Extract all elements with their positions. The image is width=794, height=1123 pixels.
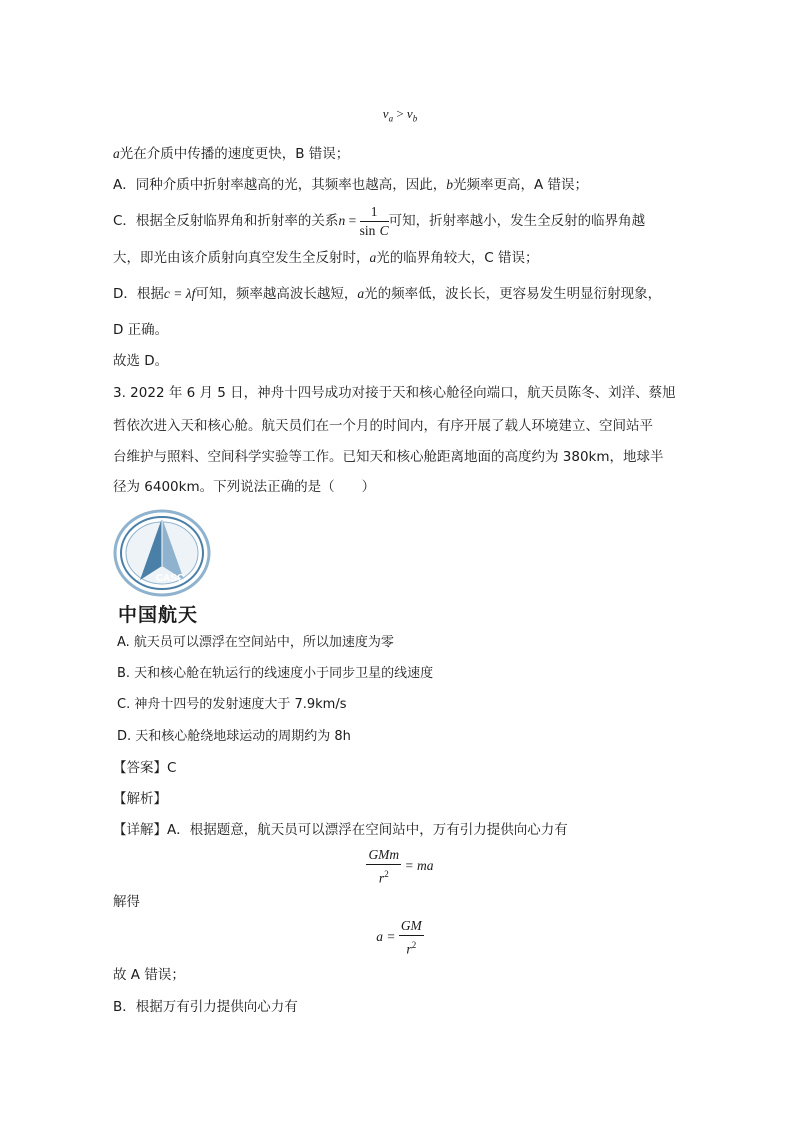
- casc-badge-text: CASC: [155, 573, 185, 584]
- text-line: a光在介质中传播的速度更快，B 错误；: [113, 146, 350, 162]
- text-line: C．根据全反射临界角和折射率的关系n = $\frac{1}{\text{sin C}}$ 可知，折射率越小，发生全反射的临界角越: [113, 203, 646, 238]
- text-line: B．根据万有引力提供向心力有: [113, 999, 298, 1015]
- question-3-line: 台维护与照料、空间科学实验等工作。已知天和核心舱距离地面的高度约为 380km，地球半: [113, 449, 664, 465]
- formula-va-gt-vb: $v_a > v_b$: [382, 106, 418, 124]
- text-line: 大，即光由该介质射向真空发生全反射时，a光的临界角较大，C 错误；: [113, 250, 539, 266]
- logo-caption: 中国航天: [118, 604, 199, 626]
- question-3-line: 径为 6400km。下列说法正确的是（ ）: [113, 479, 376, 495]
- question-3-line: 3. 2022 年 6 月 5 日，神舟十四号成功对接于天和核心舱径向端口，航天员陈冬、刘洋、蔡旭: [113, 385, 676, 401]
- option-a: A. 航天员可以漂浮在空间站中，所以加速度为零: [117, 635, 394, 650]
- equation-gravity: $\frac{\text{GMm}}{r^2}$ = ma: [368, 847, 434, 886]
- analysis-label: 【解析】: [113, 791, 167, 807]
- question-3-line: 哲依次进入天和核心舱。航天员们在一个月的时间内，有序开展了载人环境建立、空间站平: [113, 418, 653, 434]
- text-line: D．根据c = λf可知，频率越高波长越短，a光的频率低，波长长，更容易发生明显衍射现象，: [113, 286, 662, 302]
- fraction-one-over-sinc: $\frac{1}{\text{sin C}}$: [359, 203, 389, 238]
- text-line: 故选 D。: [113, 353, 169, 369]
- detail-line: 【详解】A．根据题意，航天员可以漂浮在空间站中，万有引力提供向心力有: [113, 822, 568, 838]
- option-b: B. 天和核心舱在轨运行的线速度小于同步卫星的线速度: [117, 666, 434, 681]
- text-line: D 正确。: [113, 322, 169, 338]
- equation-acceleration: a = $\frac{GM}{r^2}$: [376, 918, 422, 957]
- text-line: A．同种介质中折射率越高的光，其频率也越高，因此，b光频率更高，A 错误；: [113, 177, 589, 193]
- option-c: C. 神舟十四号的发射速度大于 7.9km/s: [117, 697, 347, 712]
- option-d: D. 天和核心舱绕地球运动的周期约为 8h: [117, 729, 351, 744]
- solve-label: 解得: [113, 894, 140, 910]
- casc-logo: [112, 508, 212, 598]
- text-line: 故 A 错误；: [113, 967, 185, 983]
- answer-label: 【答案】C: [113, 760, 177, 776]
